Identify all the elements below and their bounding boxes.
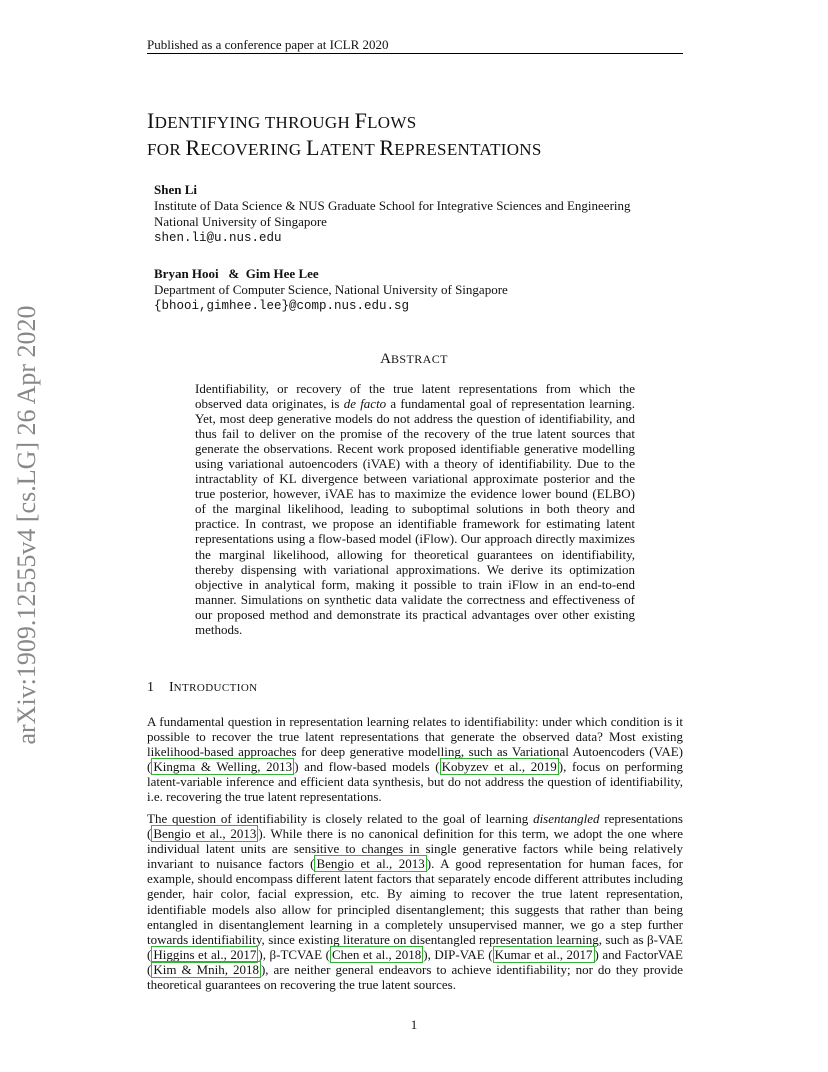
author-affiliation: National University of Singapore: [154, 214, 327, 229]
citation-link[interactable]: Chen et al., 2018: [331, 946, 422, 962]
author-email: shen.li@u.nus.edu: [154, 231, 282, 245]
running-header: Published as a conference paper at ICLR 2020: [147, 37, 389, 52]
paper-title-line-2: FOR RECOVERING LATENT REPRESENTATIONS: [147, 135, 542, 160]
author-email: {bhooi,gimhee.lee}@comp.nus.edu.sg: [154, 299, 410, 313]
citation-link[interactable]: Kumar et al., 2017: [494, 946, 593, 962]
header-rule: [147, 53, 683, 54]
author-affiliation: Department of Computer Science, National University of Singapore: [154, 282, 508, 297]
citation-link[interactable]: Bengio et al., 2013: [316, 856, 425, 872]
author-name: Shen Li: [154, 182, 197, 197]
intro-paragraph-2: The question of identifiability is closely related to the goal of learning disentangled representations ( Bengio et al., 2013 ). While there is no canonical definition for this term, we adopt the one where individual latent units are sensitive to changes in single generative factors while being relatively invariant to nuisance factors ( Bengio et al., 2013 ). A good representation for human faces, for example, should encompass different latent factors that separately encode different attributes including gender, hair color, facial expression, etc. By aiming to recover the true latent representation, identifiable models also allow for principled disentanglement; this suggests that rather than being entangled in disentanglement learning in a completely unsupervised manner, we go a step further towards identifiability, since existing literature on disentangled representation learning, such as β-VAE ( Higgins et al., 2017 ), β-TCVAE ( Chen et al., 2018 ), DIP-VAE ( Kumar et al., 2017 ) and FactorVAE ( Kim & Mnih, 2018 ), are neither general endeavors to achieve identifiability; nor do they provide theoretical guarantees on recovering the true latent sources.: [147, 811, 684, 993]
section-heading: 1 INTRODUCTION: [147, 680, 258, 695]
author-affiliation: Institute of Data Science & NUS Graduate School for Integrative Sciences and Engineering: [154, 198, 631, 213]
paper-title-line-1: IDENTIFYING THROUGH FLOWS: [147, 108, 417, 133]
page-number: 1: [410, 1017, 418, 1032]
citation-link[interactable]: Kingma & Welling, 2013: [153, 759, 293, 775]
author-block-2: [154, 266, 508, 314]
citation-link[interactable]: Bengio et al., 2013: [153, 826, 257, 842]
author-block-1: [154, 182, 631, 246]
intro-paragraph-1: A fundamental question in representation learning relates to identifiability: under which condition is it possible to recover the true latent representations that generate the observed data? Most existing likelihood-based approaches for deep generative modelling, such as Variational Autoencoders (VAE) ( Kingma & Welling, 2013 ) and flow-based models ( Kobyzev et al., 2019 ), focus on performing latent-variable inference and efficient data synthesis, but do not address the question of identifiability, i.e. recovering the true latent representations.: [147, 714, 683, 805]
abstract-heading: ABSTRACT: [380, 351, 448, 367]
author-names: Bryan Hooi & Gim Hee Lee: [154, 266, 319, 281]
citation-link[interactable]: Higgins et al., 2017: [153, 946, 257, 962]
citation-link[interactable]: Kobyzev et al., 2019: [441, 759, 557, 775]
citation-link[interactable]: Kim & Mnih, 2018: [153, 961, 259, 977]
abstract-body: Identifiability, or recovery of the true latent representations from which the observed data originates, is de facto a fundamental goal of representation learning. Yet, most deep generative models do not address the question of identifiability, and thus fail to deliver on the promise of the recovery of the true latent sources that generate the observations. Recent work proposed identifiable generative modelling using variational autoencoders (iVAE) with a theory of identifiability. Due to the intractablity of KL divergence between variational approximate posterior and the true posterior, however, iVAE has to maximize the evidence lower bound (ELBO) of the marginal likelihood, leading to suboptimal solutions in both theory and practice. In contrast, we propose an identifiable framework for estimating latent representations using a flow-based model (iFlow). Our approach directly maximizes the marginal likelihood, allowing for theoretical guarantees on identifiability, thereby dispensing with variational approximations. We derive its optimization objective in analytical form, making it possible to train iFlow in an end-to-end manner. Simulations on synthetic data validate the correctness and effectiveness of our proposed method and demonstrate its practical advantages over other existing methods.: [195, 381, 635, 637]
arxiv-stamp-text: arXiv:1909.12555v4 [cs.LG] 26 Apr 2020: [12, 305, 41, 745]
